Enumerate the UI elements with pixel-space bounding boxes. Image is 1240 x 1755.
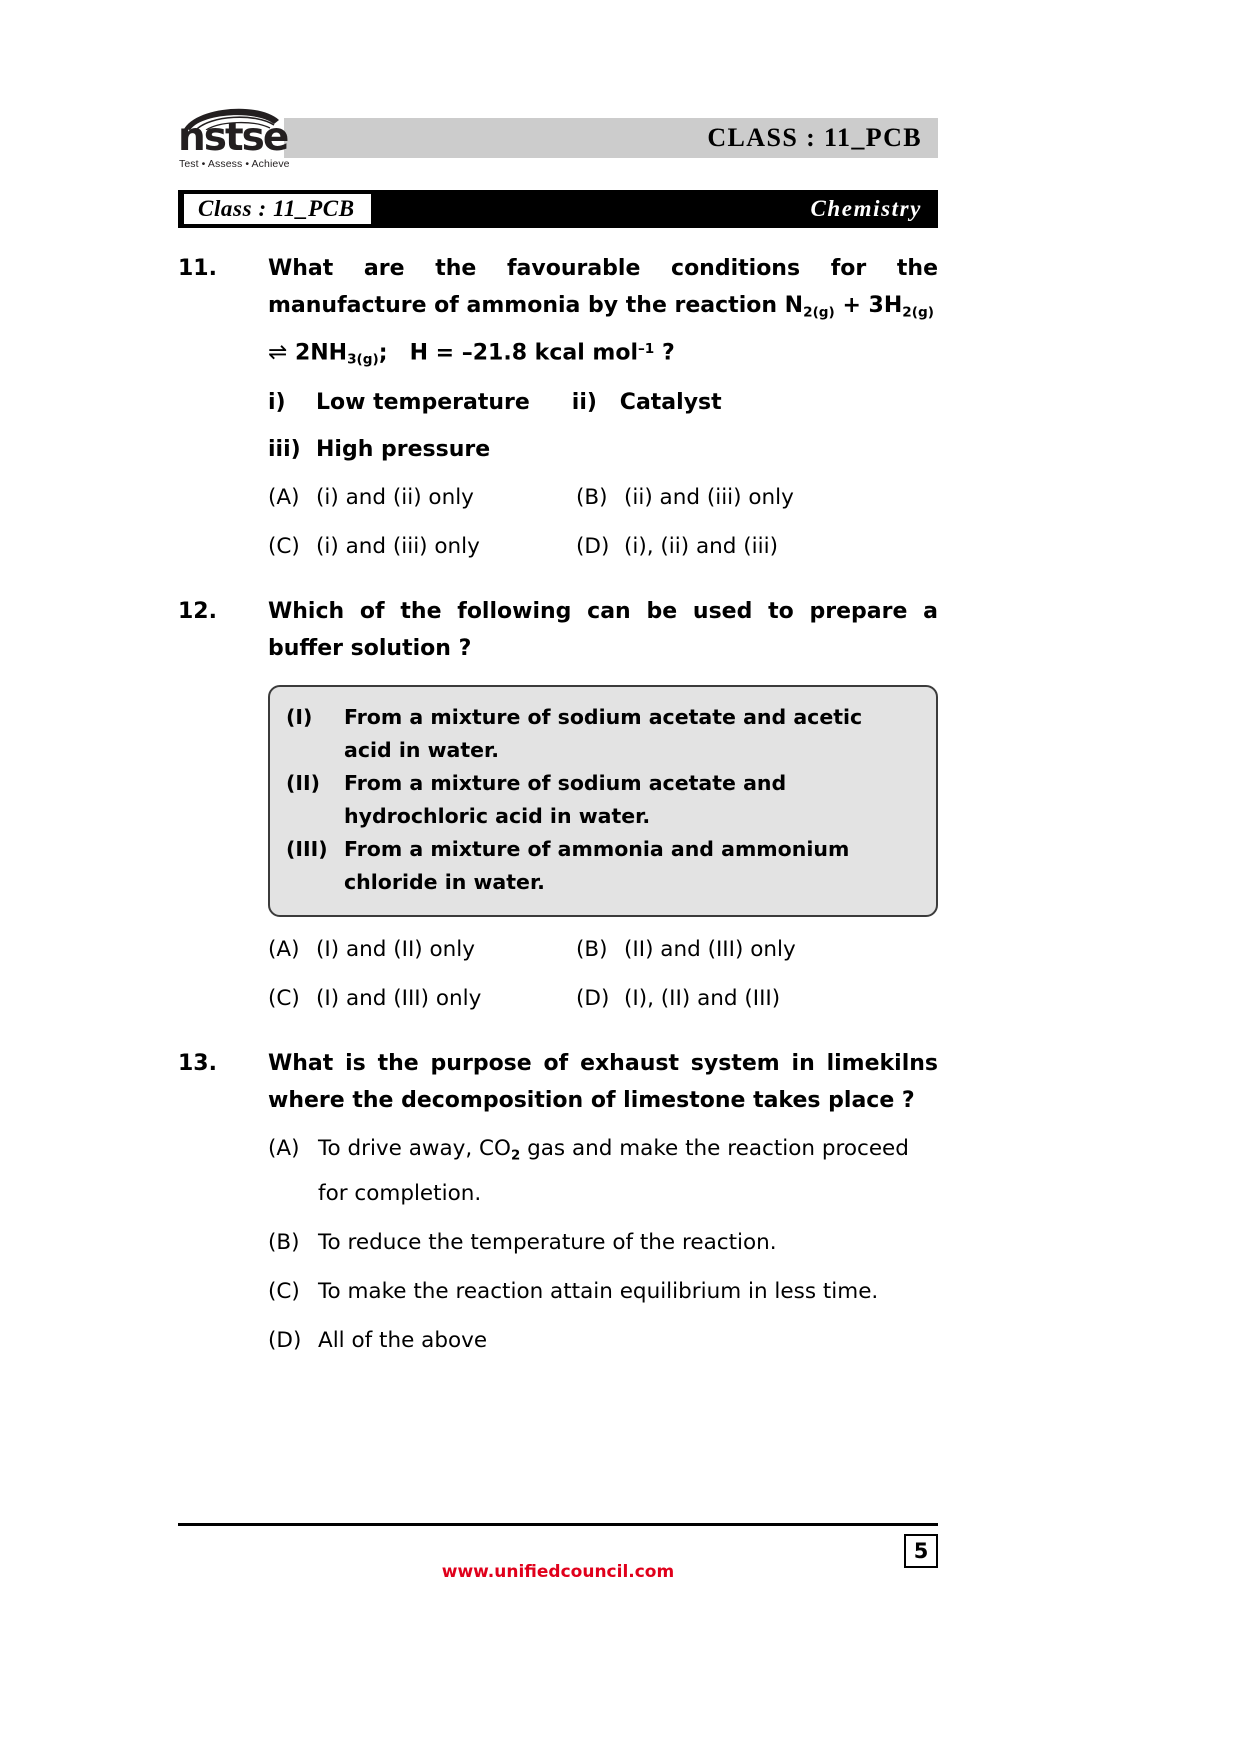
option-13-A-text-part1: To drive away, CO <box>318 1135 511 1161</box>
q11-sub-h2g: 2(g) <box>902 304 934 321</box>
statement-II-label: (II) <box>286 770 320 795</box>
question-13-options <box>268 1130 938 1360</box>
option-13-D[interactable] <box>268 1322 938 1360</box>
page-number-box: 5 <box>904 1534 938 1568</box>
q11-stem-part1: What are the favourable conditions for the manufacture of ammonia by the reaction N <box>268 256 938 318</box>
option-13-B[interactable] <box>268 1224 938 1262</box>
class-label-box <box>182 192 373 226</box>
question-11-roman-col2 <box>572 379 722 426</box>
statement-I-text: From a mixture of sodium acetate and acetic acid in water. <box>344 704 863 762</box>
question-11-options-row-2 <box>268 522 938 571</box>
option-11-D-label: (D) <box>576 533 610 559</box>
question-12-options-row-2 <box>268 974 938 1023</box>
equilibrium-arrow-icon: ⇌ <box>268 339 288 366</box>
roman-label-ii: ii) <box>571 389 597 415</box>
option-12-A[interactable] <box>268 925 576 974</box>
q11-sub-n2g: 2(g) <box>803 304 835 321</box>
option-13-A-text <box>318 1130 938 1213</box>
q11-stem-part5: H = –21.8 kcal mol <box>409 340 638 366</box>
roman-text-iii: High pressure <box>316 436 491 462</box>
nstse-logo <box>178 104 290 176</box>
statement-III-text: From a mixture of ammonia and ammonium chloride in water. <box>344 836 850 894</box>
option-13-C[interactable] <box>268 1273 938 1311</box>
question-12 <box>178 593 938 1023</box>
class-band-label: CLASS : 11_PCB <box>707 123 922 152</box>
option-12-C-label: (C) <box>268 985 300 1011</box>
statement-III <box>286 833 916 899</box>
option-12-B-label: (B) <box>576 936 608 962</box>
option-13-A[interactable] <box>268 1130 938 1213</box>
statement-II-text: From a mixture of sodium acetate and hydrochloric acid in water. <box>344 770 787 828</box>
question-11-stem <box>268 250 938 331</box>
q11-stem-part4: ; <box>378 340 388 366</box>
statement-II <box>286 767 916 833</box>
option-12-D-label: (D) <box>576 985 610 1011</box>
option-11-B[interactable] <box>576 473 794 522</box>
option-13-A-sub-co2: 2 <box>510 1148 521 1164</box>
question-11-stem-row <box>178 250 938 331</box>
website-link[interactable]: www.unifiedcouncil.com <box>441 1562 675 1582</box>
question-11-equation-row <box>178 331 938 379</box>
q11-sub-nh3g: 3(g) <box>347 351 379 368</box>
option-12-B[interactable] <box>576 925 796 974</box>
option-11-B-text: (ii) and (iii) only <box>624 484 794 510</box>
subject-title-bar <box>178 190 938 228</box>
option-11-C[interactable] <box>268 522 576 571</box>
option-11-D[interactable] <box>576 522 778 571</box>
question-11-options <box>268 473 938 571</box>
question-13-stem: What is the purpose of exhaust system in limekilns where the decomposition of limestone takes place ? <box>268 1050 938 1113</box>
option-13-B-label: (B) <box>268 1230 300 1256</box>
q11-stem-part3: 2NH <box>287 340 348 366</box>
option-13-D-text: All of the above <box>318 1328 488 1354</box>
question-12-number: 12. <box>178 598 217 624</box>
statement-III-label: (III) <box>286 836 328 861</box>
option-12-A-label: (A) <box>268 936 300 962</box>
question-13-number: 13. <box>178 1050 217 1076</box>
option-12-A-text: (I) and (II) only <box>316 936 476 962</box>
option-13-C-label: (C) <box>268 1279 300 1305</box>
option-11-A[interactable] <box>268 473 576 522</box>
question-12-statement-box <box>268 685 938 917</box>
option-12-C-text: (I) and (III) only <box>316 985 482 1011</box>
question-11-roman-row-1 <box>268 379 938 426</box>
question-11-equation <box>268 331 938 379</box>
statement-I <box>286 701 916 767</box>
question-12-options-row-1 <box>268 925 938 974</box>
option-13-B-text: To reduce the temperature of the reaction. <box>318 1230 777 1256</box>
question-11-options-row-1 <box>268 473 938 522</box>
logo-tagline: Test • Assess • Achieve <box>179 158 290 170</box>
option-12-C[interactable] <box>268 974 576 1023</box>
q11-stem-part2: + 3H <box>834 293 903 318</box>
page-header <box>178 104 938 178</box>
question-12-options <box>268 925 938 1023</box>
footer-body <box>178 1526 938 1596</box>
option-13-A-text-part2: gas and make the reaction proceed for completion. <box>318 1135 909 1207</box>
option-12-D[interactable] <box>576 974 780 1023</box>
question-13-stem-row <box>178 1045 938 1119</box>
question-12-stem: Which of the following can be used to prepare a buffer solution ? <box>268 598 938 661</box>
option-13-D-label: (D) <box>268 1328 302 1354</box>
page-footer <box>178 1523 938 1596</box>
question-12-stem-row <box>178 593 938 667</box>
option-11-D-text: (i), (ii) and (iii) <box>624 533 778 559</box>
roman-label-i: i) <box>268 389 286 415</box>
roman-text-ii: Catalyst <box>619 389 722 415</box>
class-label: Class : 11_PCB <box>198 196 355 221</box>
q11-sup-minus1: –1 <box>637 341 655 358</box>
subject-label: Chemistry <box>810 196 922 221</box>
question-13 <box>178 1045 938 1360</box>
class-band <box>284 118 938 158</box>
option-11-A-label: (A) <box>268 484 300 510</box>
roman-text-i: Low temperature <box>316 389 530 415</box>
question-11 <box>178 250 938 571</box>
option-11-C-text: (i) and (iii) only <box>316 533 480 559</box>
option-13-C-text: To make the reaction attain equilibrium in less time. <box>318 1279 879 1305</box>
option-13-A-label: (A) <box>268 1135 300 1161</box>
statement-I-label: (I) <box>286 704 313 729</box>
option-11-A-text: (i) and (ii) only <box>316 484 474 510</box>
option-12-B-text: (II) and (III) only <box>624 936 796 962</box>
logo-wordmark: nstse <box>178 115 288 160</box>
question-11-number: 11. <box>178 256 217 281</box>
option-11-B-label: (B) <box>576 484 608 510</box>
option-12-D-text: (I), (II) and (III) <box>624 985 781 1011</box>
q11-stem-part6: ? <box>654 340 675 366</box>
roman-label-iii: iii) <box>268 436 301 462</box>
question-11-roman-row-2 <box>268 426 938 473</box>
option-11-C-label: (C) <box>268 533 300 559</box>
logo-mark <box>178 104 288 160</box>
page-content <box>178 104 938 1360</box>
